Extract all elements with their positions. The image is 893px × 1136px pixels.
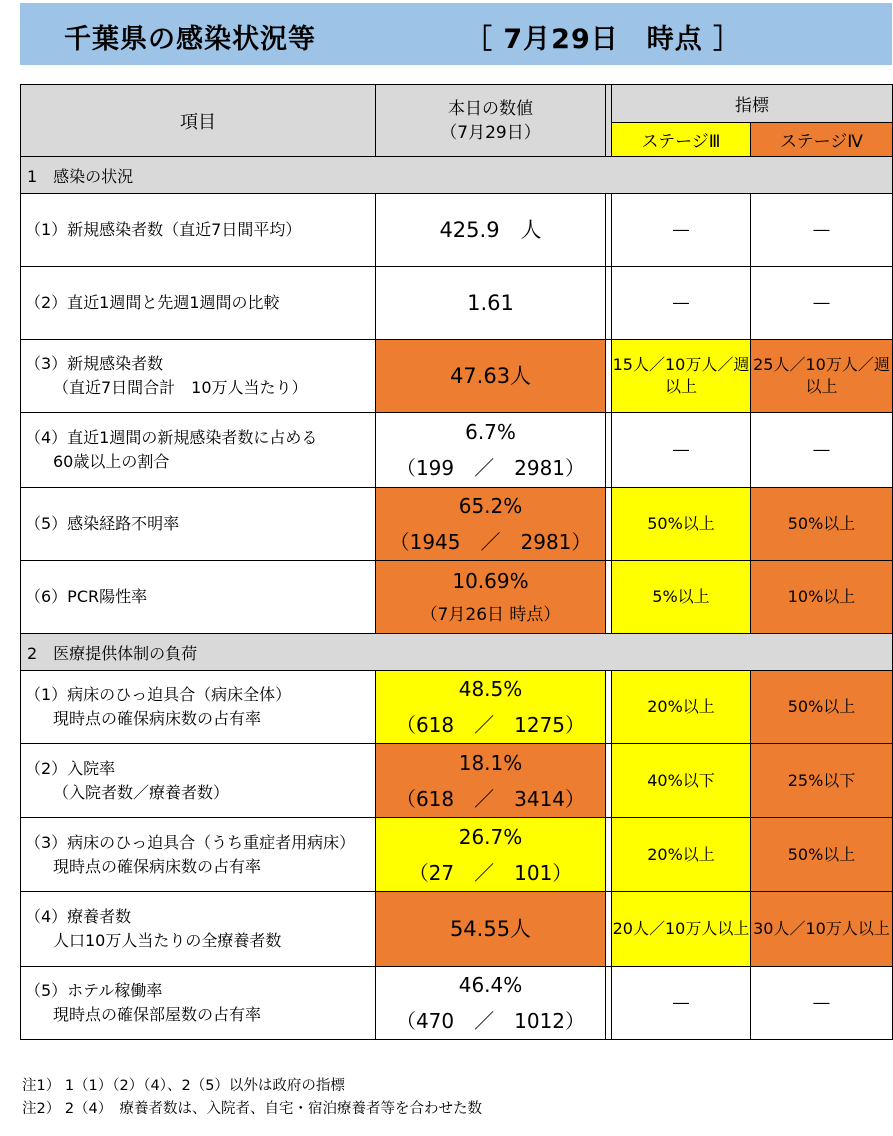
table-row [21,671,893,744]
row-value-main: 46.4% [458,973,523,997]
row-value-main: 54.55人 [449,917,532,941]
row-label [21,488,376,561]
row-value [376,413,606,488]
row-value [376,561,606,634]
row-value [376,267,606,340]
stage4-threshold: 10%以上 [751,561,893,634]
header-stage4: ステージⅣ [751,123,893,157]
stage3-threshold: 20%以上 [612,818,751,892]
row-value-detail: （470 ／ 1012） [395,1009,586,1033]
header-value [376,85,606,157]
row-value [376,967,606,1040]
row-label [21,818,376,892]
row-label-line1: （2）入院率 [25,758,116,778]
status-table [20,84,893,1040]
row-value-main: 425.9 人 [439,218,542,242]
stage4-threshold: 25%以下 [751,744,893,818]
row-value-main: 65.2% [458,494,523,518]
row-label-line1: （1）新規感染者数（直近7日間平均） [25,220,302,239]
stage3-threshold: 5%以上 [612,561,751,634]
table-row [21,413,893,488]
header-indicator: 指標 [612,85,893,123]
page-title: 千葉県の感染状況等 [64,24,316,55]
row-value [376,892,606,967]
row-label-line1: （3）病床のひっ迫具合（うち重症者用病床） [25,832,356,852]
stage4-threshold: 50%以上 [751,488,893,561]
stage3-threshold: 20人／10万人以上 [612,892,751,967]
row-value-main: 10.69% [452,569,529,593]
row-label-line2: （入院者数／療養者数） [53,782,230,802]
header-item: 項目 [21,85,376,157]
table-row [21,561,893,634]
header-value-line2: （7月29日） [440,122,541,143]
row-value-detail: （199 ／ 2981） [395,456,586,480]
row-label-line2: 現時点の確保病床数の占有率 [53,709,262,728]
stage4-threshold: ― [751,194,893,267]
row-value-main: 1.61 [467,291,514,315]
row-label [21,194,376,267]
stage3-threshold: ― [612,194,751,267]
stage3-threshold: 20%以上 [612,671,751,744]
row-label-line2: （直近7日間合計 10万人当たり） [53,378,308,397]
table-row [21,488,893,561]
row-value-detail: （618 ／ 3414） [395,786,586,811]
note-2: 注2） 2（4） 療養者数は、入院者、自宅・宿泊療養者等を合わせた数 [22,1101,483,1117]
row-label [21,340,376,413]
row-value-main: 48.5% [458,677,523,701]
section-header: 1 感染の状況 [21,157,893,194]
stage4-threshold: ― [751,413,893,488]
row-label [21,892,376,967]
row-value-detail: （27 ／ 101） [408,860,573,885]
table-row [21,967,893,1040]
row-label [21,561,376,634]
section-header: 2 医療提供体制の負荷 [21,634,893,671]
stage3-threshold: 40%以下 [612,744,751,818]
row-label-line1: （6）PCR陽性率 [25,587,148,606]
row-value-detail: （1945 ／ 2981） [389,530,592,554]
row-label-line2: 60歳以上の割合 [53,452,170,471]
stage4-threshold: 25人／10万人／週以上 [751,340,893,413]
stage3-threshold: 50%以上 [612,488,751,561]
row-label-line1: （3）新規感染者数 [25,354,164,373]
timepoint-label: ［ 7月29日 時点 ］ [465,24,742,55]
stage3-threshold: 15人／10万人／週以上 [612,340,751,413]
stage3-threshold: ― [612,413,751,488]
note-1: 注1） 1（1）（2）（4）、2（5）以外は政府の指標 [22,1078,345,1094]
row-label [21,967,376,1040]
stage4-threshold: ― [751,967,893,1040]
table-row [21,194,893,267]
row-value [376,340,606,413]
stage3-threshold: ― [612,267,751,340]
row-value-main: 26.7% [458,824,523,849]
row-label-line1: （5）感染経路不明率 [25,514,180,533]
table-row [21,818,893,892]
header-stage3: ステージⅢ [612,123,751,157]
row-value [376,488,606,561]
row-label-line1: （4）直近1週間の新規感染者数に占める [25,428,318,447]
table-row [21,267,893,340]
row-value [376,194,606,267]
row-label-line1: （4）療養者数 [25,907,132,926]
stage4-threshold: ― [751,267,893,340]
header-value-line1: 本日の数値 [448,98,533,119]
row-value [376,671,606,744]
stage4-threshold: 50%以上 [751,818,893,892]
row-value-main: 18.1% [458,750,523,775]
title-banner [20,3,892,65]
row-value-detail: （618 ／ 1275） [395,713,586,737]
table-row [21,340,893,413]
row-label-line2: 現時点の確保病床数の占有率 [53,856,262,876]
stage3-threshold: ― [612,967,751,1040]
row-value-detail: （7月26日 時点） [420,605,561,625]
row-label [21,744,376,818]
row-label [21,671,376,744]
row-label-line1: （2）直近1週間と先週1週間の比較 [25,293,280,312]
row-label-line2: 人口10万人当たりの全療養者数 [53,931,282,950]
row-value [376,744,606,818]
row-label-line2: 現時点の確保部屋数の占有率 [53,1005,262,1024]
table-row [21,892,893,967]
row-value [376,818,606,892]
table-row [21,744,893,818]
row-label-line1: （1）病床のひっ迫具合（病床全体） [25,685,292,704]
stage4-threshold: 50%以上 [751,671,893,744]
row-label [21,413,376,488]
row-label-line1: （5）ホテル稼働率 [25,981,163,1000]
stage4-threshold: 30人／10万人以上 [751,892,893,967]
row-value-main: 47.63人 [449,364,532,388]
row-value-main: 6.7% [465,420,516,444]
row-label [21,267,376,340]
